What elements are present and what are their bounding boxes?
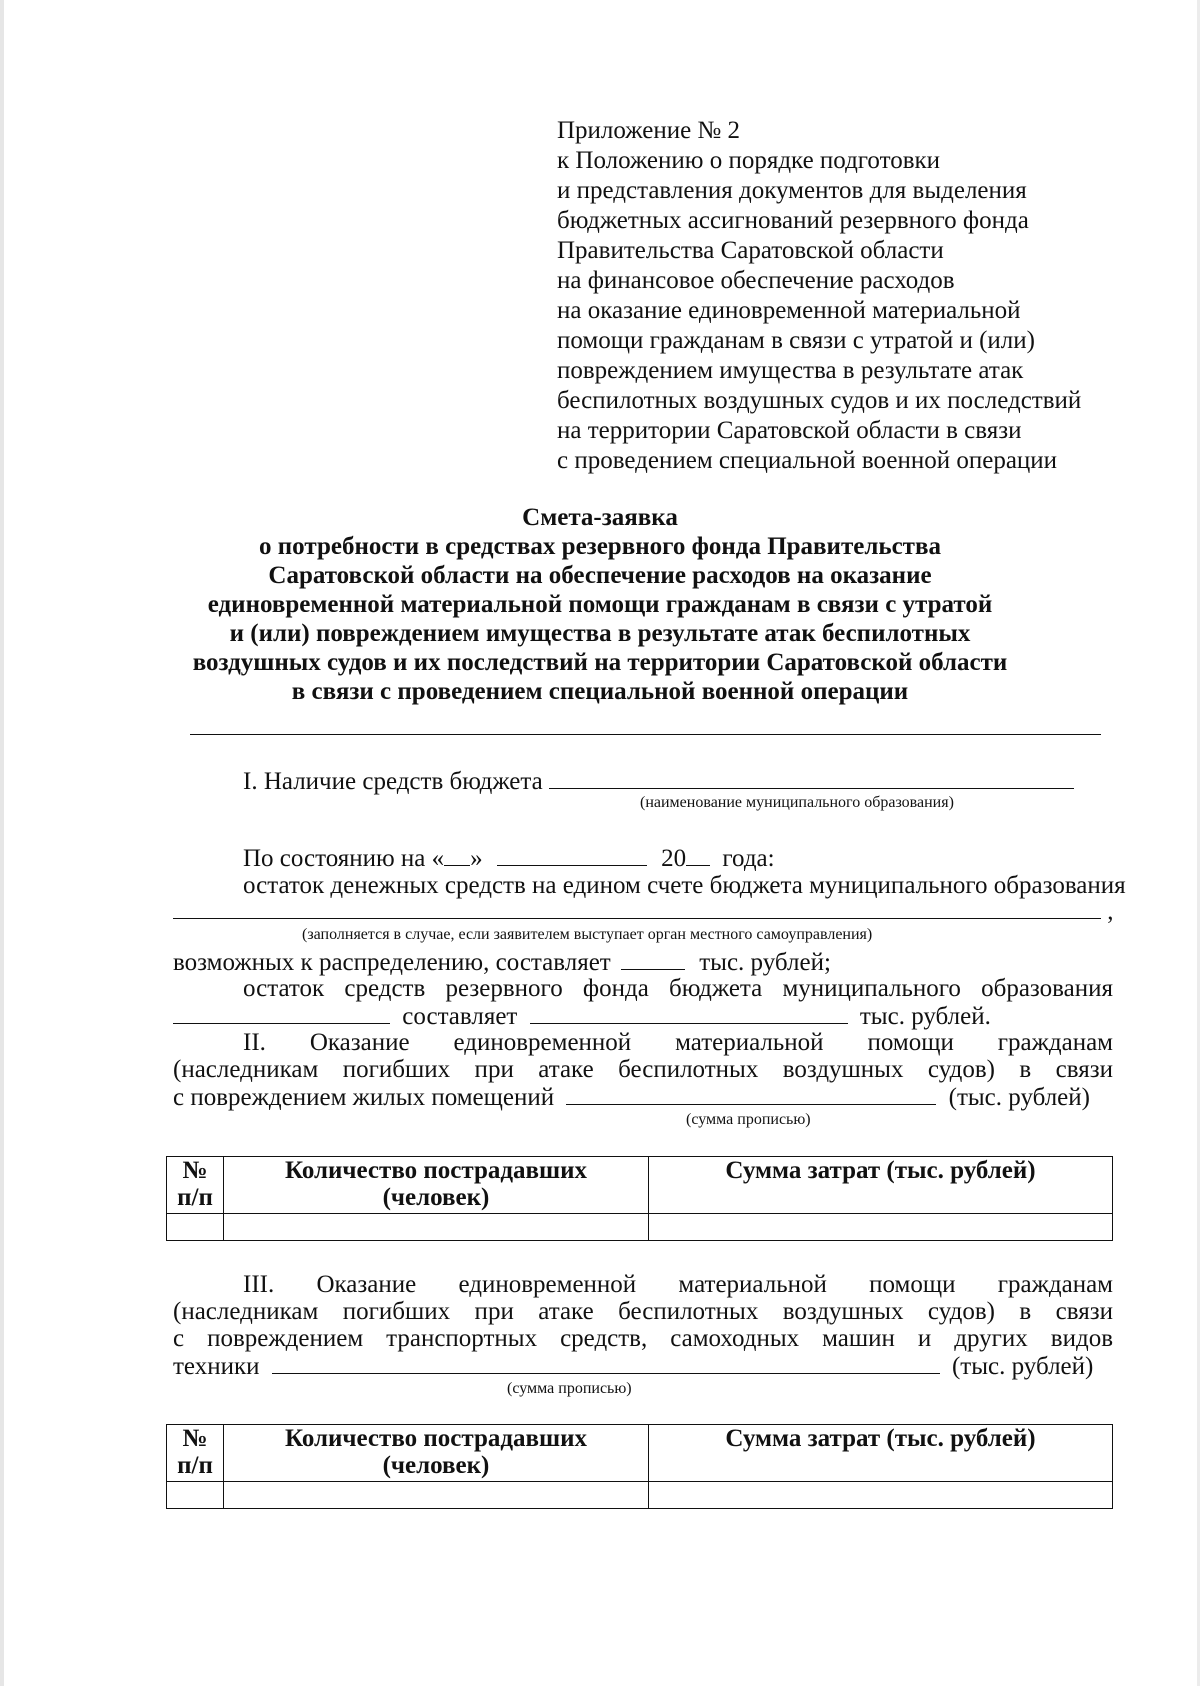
balance-hint: (заполняется в случае, если заявителем выступает орган местного самоуправления)	[302, 926, 873, 943]
table-header-row	[167, 1157, 1113, 1214]
title-line: воздушных судов и их последствий на территории Саратовской области	[192, 649, 1008, 676]
section2-sum-field[interactable]	[566, 1082, 936, 1105]
table-row	[167, 1482, 1113, 1509]
title-line: Смета-заявка	[522, 504, 678, 531]
section2-table	[166, 1156, 1113, 1241]
table-row	[167, 1214, 1113, 1241]
col-number-line: №	[182, 1425, 208, 1452]
col-number-line: п/п	[177, 1184, 213, 1211]
section3-line2: (наследникам погибших при атаке беспилотных воздушных судов) в связи	[173, 1298, 1113, 1325]
section3-line4	[173, 1351, 1093, 1381]
date-line	[243, 843, 775, 873]
section3-line1: III. Оказание единовременной материальной помощи гражданам	[243, 1271, 1113, 1298]
section2-line3	[173, 1082, 1090, 1112]
reserve-unit: тыс. рублей.	[859, 1003, 991, 1030]
appendix-line: и представления документов для выделения	[557, 177, 1027, 204]
year-field[interactable]	[686, 843, 710, 866]
col-count-header	[224, 1425, 649, 1482]
table-cell-number[interactable]	[167, 1214, 224, 1241]
appendix-line: беспилотных воздушных судов и их последствий	[557, 387, 1082, 414]
document-title	[150, 503, 1050, 706]
municipality-hint: (наименование муниципального образования)	[640, 794, 954, 811]
title-line: единовременной материальной помощи гражданам в связи с утратой	[207, 591, 993, 618]
section1-label: I. Наличие средств бюджета	[243, 768, 543, 795]
col-count-line: Количество пострадавших	[284, 1425, 588, 1452]
distribution-prefix: возможных к распределению, составляет	[173, 949, 611, 976]
col-sum-header	[649, 1157, 1113, 1214]
balance-line	[173, 896, 1114, 926]
col-sum-line: Сумма затрат (тыс. рублей)	[725, 1157, 1036, 1184]
section3-table	[166, 1424, 1113, 1509]
distribution-line	[173, 947, 831, 977]
appendix-line: бюджетных ассигнований резервного фонда	[557, 207, 1029, 234]
col-count-line: Количество пострадавших	[284, 1157, 588, 1184]
table-cell-count[interactable]	[224, 1214, 649, 1241]
col-count-line: (человек)	[382, 1184, 490, 1211]
appendix-line: на финансовое обеспечение расходов	[557, 267, 955, 294]
month-field[interactable]	[497, 843, 647, 866]
comma: ,	[1107, 898, 1114, 925]
reserve-line	[173, 1001, 991, 1031]
title-line: и (или) повреждением имущества в результате атак беспилотных	[229, 620, 971, 647]
table-cell-number[interactable]	[167, 1482, 224, 1509]
title-divider	[190, 734, 1101, 735]
scan-edge-left	[0, 0, 4, 1686]
table-header-row	[167, 1425, 1113, 1482]
date-mid: »	[470, 845, 483, 872]
appendix-line: на территории Саратовской области в связи	[557, 417, 1022, 444]
distribution-amount-field[interactable]	[621, 947, 685, 970]
section3-line4-text: техники	[173, 1353, 260, 1380]
year-prefix: 20	[661, 845, 687, 872]
col-number-line: п/п	[177, 1452, 213, 1479]
appendix-line: помощи гражданам в связи с утратой и (или)	[557, 327, 1035, 354]
table-cell-sum[interactable]	[649, 1214, 1113, 1241]
reserve-mid: составляет	[402, 1003, 518, 1030]
table-cell-sum[interactable]	[649, 1482, 1113, 1509]
col-count-header	[224, 1157, 649, 1214]
col-count-line: (человек)	[382, 1452, 490, 1479]
appendix-line: Приложение № 2	[557, 117, 741, 144]
day-field[interactable]	[444, 843, 470, 866]
appendix-header	[557, 116, 1117, 476]
section3-sum-field[interactable]	[272, 1351, 940, 1374]
title-line: в связи с проведением специальной военной операции	[291, 678, 909, 705]
balance-field[interactable]	[173, 896, 1101, 919]
section3-hint: (сумма прописью)	[507, 1380, 632, 1397]
section1-budget-line	[243, 766, 1074, 796]
distribution-unit: тыс. рублей;	[699, 949, 831, 976]
col-number-header	[167, 1157, 224, 1214]
appendix-line: с проведением специальной военной операции	[557, 447, 1058, 474]
col-number-line: №	[182, 1157, 208, 1184]
reserve-text: остаток средств резервного фонда бюджета муниципального образования	[243, 975, 1113, 1002]
section2-line1: II. Оказание единовременной материальной помощи гражданам	[243, 1029, 1113, 1056]
reserve-name-field[interactable]	[173, 1001, 390, 1024]
reserve-amount-field[interactable]	[530, 1001, 848, 1024]
col-number-header	[167, 1425, 224, 1482]
section2-line3-text: с повреждением жилых помещений	[173, 1084, 555, 1111]
date-prefix: По состоянию на «	[243, 845, 445, 872]
balance-text: остаток денежных средств на едином счете бюджета муниципального образования	[243, 872, 1126, 899]
municipality-name-field[interactable]	[549, 766, 1074, 789]
year-suffix: года:	[722, 845, 775, 872]
section2-unit: (тыс. рублей)	[948, 1084, 1090, 1111]
col-sum-header	[649, 1425, 1113, 1482]
section3-line3: с повреждением транспортных средств, самоходных машин и других видов	[173, 1325, 1113, 1352]
section3-unit: (тыс. рублей)	[951, 1353, 1094, 1380]
appendix-line: Правительства Саратовской области	[557, 237, 944, 264]
appendix-line: повреждением имущества в результате атак	[557, 357, 1024, 384]
title-line: Саратовской области на обеспечение расходов на оказание	[268, 562, 932, 589]
title-line: о потребности в средствах резервного фонда Правительства	[259, 533, 941, 560]
section2-hint: (сумма прописью)	[686, 1111, 811, 1128]
section2-line2: (наследникам погибших при атаке беспилотных воздушных судов) в связи	[173, 1056, 1113, 1083]
table-cell-count[interactable]	[224, 1482, 649, 1509]
appendix-line: к Положению о порядке подготовки	[557, 147, 941, 174]
col-sum-line: Сумма затрат (тыс. рублей)	[725, 1425, 1036, 1452]
appendix-line: на оказание единовременной материальной	[557, 297, 1021, 324]
